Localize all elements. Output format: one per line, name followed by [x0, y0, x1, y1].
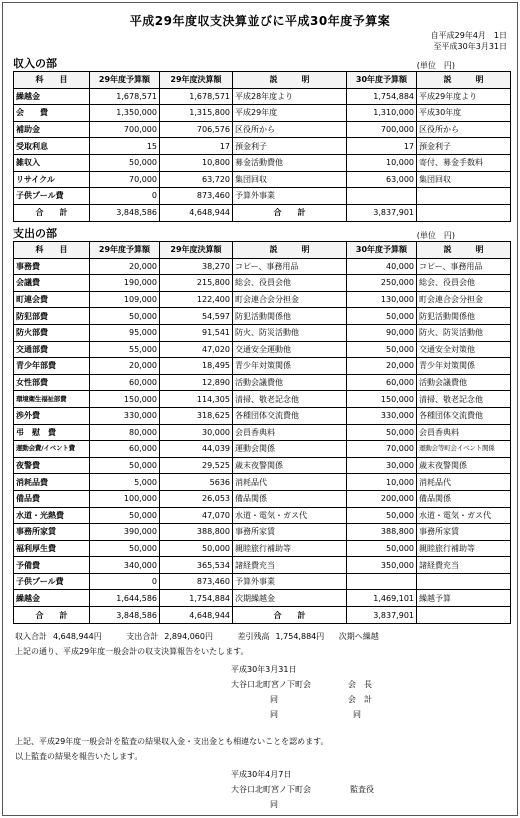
row-budget29: 1,644,586: [90, 590, 160, 607]
row-desc30: 防火、防災活動他: [417, 324, 511, 341]
expense-total-value: 2,894,060円: [164, 632, 213, 641]
table-row: [14, 324, 511, 341]
header-item: 科 目: [14, 72, 90, 89]
expense-total-label: 支出合計: [126, 632, 159, 641]
row-desc30: 繰越予算: [417, 590, 511, 607]
row-budget29: 5,000: [90, 474, 160, 491]
row-settle29: 873,460: [160, 188, 233, 205]
row-budget30: 50,000: [347, 341, 417, 358]
total-label: 合 計: [14, 204, 90, 221]
row-desc30: 平成30年度: [417, 105, 511, 122]
row-budget30: 10,000: [347, 474, 417, 491]
row-item: 繰越金: [14, 590, 90, 607]
row-desc30: 事務所家賃: [417, 524, 511, 541]
row-item: リサイクル: [14, 171, 90, 188]
row-budget29: 700,000: [90, 121, 160, 138]
row-budget30: 50,000: [347, 424, 417, 441]
table-row: [14, 424, 511, 441]
row-budget30: 350,000: [347, 557, 417, 574]
row-budget29: 50,000: [90, 507, 160, 524]
report-date: 平成30年3月31日: [231, 665, 297, 674]
row-budget30: 40,000: [347, 258, 417, 275]
row-budget30: 90,000: [347, 324, 417, 341]
row-budget30: 70,000: [347, 441, 417, 458]
row-budget29: 1,350,000: [90, 105, 160, 122]
report-role-accountant: 会 計: [348, 695, 372, 704]
row-desc30: 防犯活動関係他: [417, 308, 511, 325]
row-budget29: 1,678,571: [90, 88, 160, 105]
row-budget29: 109,000: [90, 291, 160, 308]
table-row: [14, 474, 511, 491]
row-budget30: 60,000: [347, 374, 417, 391]
income-total-value: 4,648,944円: [53, 632, 102, 641]
row-desc29: 各種団体交流費他: [233, 407, 347, 424]
row-desc30: 水道・電気・ガス代: [417, 507, 511, 524]
row-desc29: 集団回収: [233, 171, 347, 188]
row-budget29: 80,000: [90, 424, 160, 441]
row-budget30: 50,000: [347, 507, 417, 524]
table-row: [14, 171, 511, 188]
period-from: 自平成29年4月 1日: [430, 31, 507, 40]
row-settle29: 873,460: [160, 573, 233, 590]
total-budget29: 3,848,586: [90, 204, 160, 221]
table-row: [14, 341, 511, 358]
table-row: [14, 188, 511, 205]
row-settle29: 47,070: [160, 507, 233, 524]
row-desc29: 防犯活動関係他: [233, 308, 347, 325]
table-row: [14, 154, 511, 171]
income-section-title: 収入の部: [13, 57, 57, 70]
audit-same-1: 同: [270, 800, 278, 809]
row-desc29: 清掃、敬老記念他: [233, 391, 347, 408]
row-item: 渉外費: [14, 407, 90, 424]
row-budget29: 50,000: [90, 457, 160, 474]
row-item: 防犯部費: [14, 308, 90, 325]
row-desc30: 青少年対策関係: [417, 358, 511, 375]
report-org: 大谷口北町宮ノ下町会: [231, 680, 311, 689]
total-budget30: 3,837,901: [347, 204, 417, 221]
row-budget29: 0: [90, 188, 160, 205]
table-row: [14, 507, 511, 524]
total-empty-cell: [417, 607, 511, 624]
row-item: 弔 慰 費: [14, 424, 90, 441]
row-budget29: 390,000: [90, 524, 160, 541]
summary-line: [15, 631, 385, 642]
row-desc29: 事務所家賃: [233, 524, 347, 541]
row-budget30: 388,800: [347, 524, 417, 541]
total-settle29: 4,648,944: [160, 204, 233, 221]
report-text: 上記の通り、平成29年度一般会計の収支決算報告をいたします。: [15, 647, 249, 656]
row-desc30: 区役所から: [417, 121, 511, 138]
table-row: [14, 557, 511, 574]
row-budget29: 50,000: [90, 154, 160, 171]
row-desc29: 交通安全運動他: [233, 341, 347, 358]
row-desc30: 消耗品代: [417, 474, 511, 491]
row-budget29: 150,000: [90, 391, 160, 408]
expense-header-row: [14, 242, 511, 259]
row-desc29: 予算外事業: [233, 188, 347, 205]
audit-text-1: 上記、平成29年度一般会計を監査の結果収入金・支出金とも相違ないことを認めます。: [15, 737, 329, 746]
row-budget30: 250,000: [347, 275, 417, 292]
row-settle29: 18,495: [160, 358, 233, 375]
income-header-row: [14, 72, 511, 89]
row-budget30: 130,000: [347, 291, 417, 308]
table-row: [14, 121, 511, 138]
row-settle29: 215,800: [160, 275, 233, 292]
header-budget30: 30年度予算額: [347, 242, 417, 259]
total-label: 合 計: [14, 607, 90, 624]
row-budget29: 20,000: [90, 258, 160, 275]
audit-role-auditor: 監査役: [350, 785, 374, 794]
report-same-2: 同: [270, 710, 278, 719]
row-desc29: 防火、防災活動他: [233, 324, 347, 341]
row-settle29: 29,525: [160, 457, 233, 474]
row-settle29: 12,890: [160, 374, 233, 391]
row-settle29: 365,534: [160, 557, 233, 574]
row-budget29: 20,000: [90, 358, 160, 375]
row-desc30: 各種団体交流費他: [417, 407, 511, 424]
row-settle29: 114,305: [160, 391, 233, 408]
row-desc29: 消耗品代: [233, 474, 347, 491]
row-desc29: コピー、事務用品: [233, 258, 347, 275]
header-desc30: 説 明: [417, 72, 511, 89]
row-settle29: 47,020: [160, 341, 233, 358]
row-settle29: 30,000: [160, 424, 233, 441]
row-desc29: 水道・電気・ガス代: [233, 507, 347, 524]
row-item: 雑収入: [14, 154, 90, 171]
row-item: 会 費: [14, 105, 90, 122]
row-desc30: コピー、事務用品: [417, 258, 511, 275]
row-item: 繰越金: [14, 88, 90, 105]
table-row: [14, 291, 511, 308]
header-budget30: 30年度予算額: [347, 72, 417, 89]
row-budget30: 17: [347, 138, 417, 155]
total-budget29: 3,848,586: [90, 607, 160, 624]
row-settle29: 26,053: [160, 490, 233, 507]
row-desc30: [417, 573, 511, 590]
row-budget29: 60,000: [90, 374, 160, 391]
row-desc30: 預金利子: [417, 138, 511, 155]
table-row: [14, 540, 511, 557]
row-desc29: 備品関係: [233, 490, 347, 507]
row-desc29: 預金利子: [233, 138, 347, 155]
row-settle29: 44,039: [160, 441, 233, 458]
table-row: [14, 258, 511, 275]
row-item: 環境衛生福祉部費: [14, 391, 90, 408]
income-unit: (単位 円): [416, 61, 455, 70]
row-budget29: 55,000: [90, 341, 160, 358]
row-item: 交通部費: [14, 341, 90, 358]
row-item: 会議費: [14, 275, 90, 292]
table-row: [14, 441, 511, 458]
row-settle29: 10,800: [160, 154, 233, 171]
row-settle29: 17: [160, 138, 233, 155]
row-item: 女性部費: [14, 374, 90, 391]
row-budget30: [347, 573, 417, 590]
row-item: 水道・光熱費: [14, 507, 90, 524]
row-settle29: 63,720: [160, 171, 233, 188]
total-label-2: 合 計: [233, 607, 347, 624]
row-budget30: 1,310,000: [347, 105, 417, 122]
row-item: 事務所家賃: [14, 524, 90, 541]
row-desc29: 総会、役員会他: [233, 275, 347, 292]
row-item: 事務費: [14, 258, 90, 275]
row-desc29: 予算外事業: [233, 573, 347, 590]
row-item: 消耗品費: [14, 474, 90, 491]
row-settle29: 1,315,800: [160, 105, 233, 122]
report-same-1: 同: [270, 695, 278, 704]
row-budget30: 200,000: [347, 490, 417, 507]
table-row: [14, 524, 511, 541]
row-desc29: 親睦旅行補助等: [233, 540, 347, 557]
row-item: 青少年部費: [14, 358, 90, 375]
row-desc30: 清掃、敬老記念他: [417, 391, 511, 408]
row-settle29: 318,625: [160, 407, 233, 424]
row-item: 子供プール費: [14, 188, 90, 205]
audit-text-2: 以上監査の結果を報告いたします。: [15, 752, 143, 761]
total-label-2: 合 計: [233, 204, 347, 221]
row-desc29: 次期繰越金: [233, 590, 347, 607]
header-item: 科 目: [14, 242, 90, 259]
row-budget29: 100,000: [90, 490, 160, 507]
header-budget29: 29年度予算額: [90, 72, 160, 89]
row-settle29: 122,400: [160, 291, 233, 308]
row-desc30: 活動会議費他: [417, 374, 511, 391]
row-settle29: 54,597: [160, 308, 233, 325]
row-item: 子供プール費: [14, 573, 90, 590]
page-title: 平成29年度収支決算並びに平成30年度予算案: [129, 14, 391, 28]
row-desc30: 集団回収: [417, 171, 511, 188]
table-row: [14, 374, 511, 391]
row-desc29: 平成28年度より: [233, 88, 347, 105]
row-settle29: 706,576: [160, 121, 233, 138]
row-budget29: 190,000: [90, 275, 160, 292]
table-row: [14, 407, 511, 424]
total-row: [14, 607, 511, 624]
row-desc30: 備品関係: [417, 490, 511, 507]
total-empty-cell: [417, 204, 511, 221]
table-row: [14, 457, 511, 474]
row-desc29: 諸経費充当: [233, 557, 347, 574]
row-budget30: 30,000: [347, 457, 417, 474]
table-row: [14, 391, 511, 408]
report-role-president: 会 長: [348, 680, 372, 689]
balance-label: 差引残高: [237, 632, 270, 641]
row-budget30: 50,000: [347, 540, 417, 557]
row-settle29: 1,678,571: [160, 88, 233, 105]
header-settle29: 29年度決算額: [160, 242, 233, 259]
audit-org: 大谷口北町宮ノ下町会: [231, 785, 311, 794]
row-desc29: 運動会関係: [233, 441, 347, 458]
income-total-label: 収入合計: [15, 632, 47, 641]
row-budget29: 330,000: [90, 407, 160, 424]
row-settle29: 91,541: [160, 324, 233, 341]
row-desc29: 募金活動費他: [233, 154, 347, 171]
row-item: 運動会費/イベント費: [14, 441, 90, 458]
row-desc30: 寄付、募金手数料: [417, 154, 511, 171]
row-budget29: 95,000: [90, 324, 160, 341]
row-budget30: 1,469,101: [347, 590, 417, 607]
row-desc30: 総会、役員会他: [417, 275, 511, 292]
row-desc29: 町会連合会分担金: [233, 291, 347, 308]
header-desc29: 説 明: [233, 242, 347, 259]
expense-unit: (単位 円): [416, 231, 455, 240]
row-desc29: 活動会議費他: [233, 374, 347, 391]
table-row: [14, 308, 511, 325]
table-row: [14, 88, 511, 105]
total-row: [14, 204, 511, 221]
carry-forward-note: 次期へ繰越: [338, 632, 379, 641]
table-row: [14, 138, 511, 155]
row-budget30: 150,000: [347, 391, 417, 408]
row-budget29: 60,000: [90, 441, 160, 458]
row-desc30: 平成29年度より: [417, 88, 511, 105]
total-budget30: 3,837,901: [347, 607, 417, 624]
row-desc29: 青少年対策関係: [233, 358, 347, 375]
row-budget30: 63,000: [347, 171, 417, 188]
row-desc30: 会員香典料: [417, 424, 511, 441]
row-budget30: 1,754,884: [347, 88, 417, 105]
row-desc30: [417, 188, 511, 205]
budget-report-page: [2, 2, 518, 816]
row-budget30: 10,000: [347, 154, 417, 171]
row-budget30: 700,000: [347, 121, 417, 138]
row-desc29: 平成29年度: [233, 105, 347, 122]
row-desc29: 歳末夜警関係: [233, 457, 347, 474]
row-settle29: 1,754,884: [160, 590, 233, 607]
balance-value: 1,754,884円: [275, 632, 325, 641]
header-desc29: 説 明: [233, 72, 347, 89]
table-row: [14, 590, 511, 607]
row-desc29: 会員香典料: [233, 424, 347, 441]
row-item: 備品費: [14, 490, 90, 507]
table-row: [14, 358, 511, 375]
table-row: [14, 490, 511, 507]
row-desc30: 交通安全対策他: [417, 341, 511, 358]
period-to: 至平成30年3月31日: [433, 42, 507, 51]
row-item: 福利厚生費: [14, 540, 90, 557]
header-settle29: 29年度決算額: [160, 72, 233, 89]
audit-date: 平成30年4月7日: [231, 770, 292, 779]
row-budget29: 0: [90, 573, 160, 590]
row-desc30: 運動会等町会イベント関係: [417, 441, 511, 458]
row-budget30: 20,000: [347, 358, 417, 375]
total-settle29: 4,648,944: [160, 607, 233, 624]
expense-table: [13, 241, 511, 624]
row-budget30: [347, 188, 417, 205]
row-item: 予備費: [14, 557, 90, 574]
row-settle29: 38,270: [160, 258, 233, 275]
row-item: 受取利息: [14, 138, 90, 155]
row-budget29: 70,000: [90, 171, 160, 188]
row-item: 町連会費: [14, 291, 90, 308]
row-desc30: 歳末夜警関係: [417, 457, 511, 474]
row-item: 夜警費: [14, 457, 90, 474]
row-desc30: 町会連合会分担金: [417, 291, 511, 308]
table-row: [14, 573, 511, 590]
row-settle29: 5636: [160, 474, 233, 491]
row-desc30: 親睦旅行補助等: [417, 540, 511, 557]
row-budget29: 50,000: [90, 308, 160, 325]
table-row: [14, 105, 511, 122]
row-budget30: 330,000: [347, 407, 417, 424]
row-settle29: 50,000: [160, 540, 233, 557]
row-budget29: 15: [90, 138, 160, 155]
row-budget29: 50,000: [90, 540, 160, 557]
row-budget29: 340,000: [90, 557, 160, 574]
income-table: [13, 71, 511, 222]
row-item: 防火部費: [14, 324, 90, 341]
table-row: [14, 275, 511, 292]
row-settle29: 388,800: [160, 524, 233, 541]
header-desc30: 説 明: [417, 242, 511, 259]
row-budget30: 50,000: [347, 308, 417, 325]
report-role-same: 同: [353, 710, 361, 719]
row-desc29: 区役所から: [233, 121, 347, 138]
header-budget29: 29年度予算額: [90, 242, 160, 259]
expense-section-title: 支出の部: [13, 227, 57, 240]
row-item: 補助金: [14, 121, 90, 138]
row-desc30: 諸経費充当: [417, 557, 511, 574]
